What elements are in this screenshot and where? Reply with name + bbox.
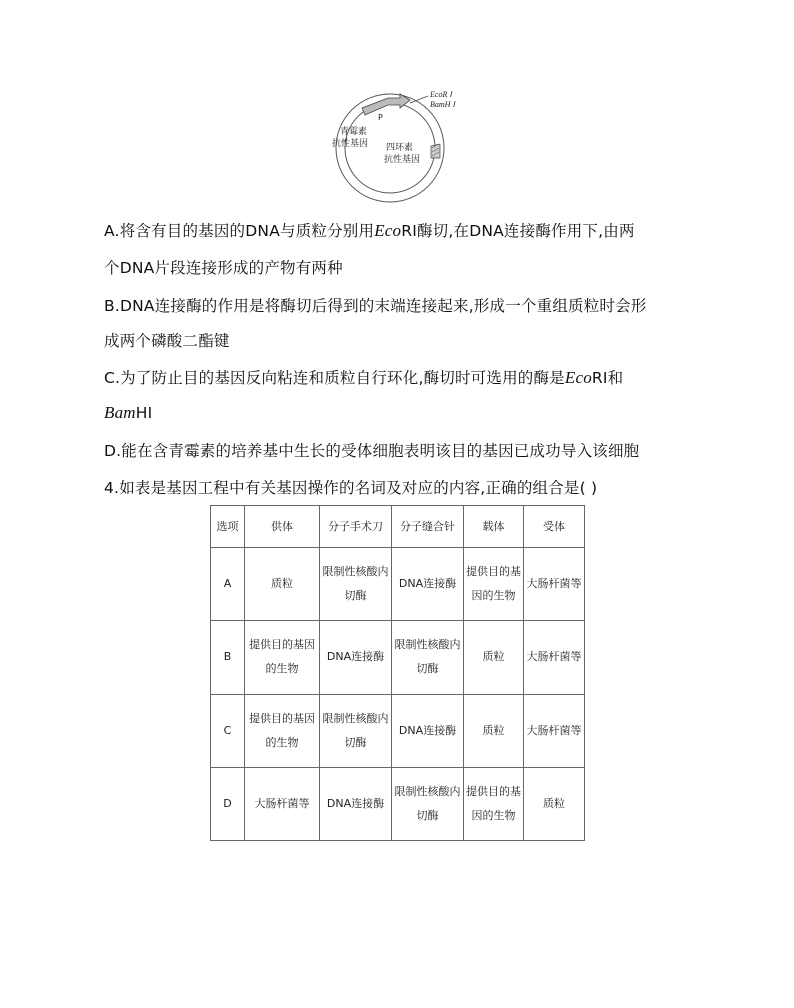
header-cell: 分子缝合针	[392, 506, 464, 548]
table-cell: 质粒	[464, 694, 524, 767]
table-cell: C	[211, 694, 245, 767]
table-cell: 大肠杆菌等	[524, 621, 585, 694]
table-cell: 质粒	[464, 621, 524, 694]
gene-b-label-1: 四环素	[386, 143, 414, 153]
promoter-label: P	[378, 113, 383, 122]
enzyme-label-bamhi: BamH Ⅰ	[430, 100, 455, 109]
option-a-line-1: A.将含有目的基因的DNA与质粒分别用EcoRⅠ酶切,在DNA连接酶作用下,由两	[104, 221, 635, 240]
table-row	[211, 621, 585, 694]
header-cell: 供体	[245, 506, 320, 548]
table-cell: 大肠杆菌等	[245, 767, 320, 840]
table-cell: D	[211, 767, 245, 840]
table-cell: 质粒	[524, 767, 585, 840]
option-b-line-2: 成两个磷酸二酯键	[104, 332, 230, 350]
table-cell: 限制性核酸内切酶	[320, 548, 392, 621]
table-cell: A	[211, 548, 245, 621]
plasmid-diagram	[328, 86, 464, 204]
header-cell: 受体	[524, 506, 585, 548]
header-cell: 分子手术刀	[320, 506, 392, 548]
header-cell: 载体	[464, 506, 524, 548]
gene-b-label-2: 抗性基因	[384, 155, 421, 165]
table-row	[211, 694, 585, 767]
table-cell: 限制性核酸内切酶	[392, 767, 464, 840]
option-c-line-1: C.为了防止目的基因反向粘连和质粒自行环化,酶切时可选用的酶是EcoRⅠ和	[104, 368, 624, 387]
option-d-line: D.能在含青霉素的培养基中生长的受体细胞表明该目的基因已成功导入该细胞	[104, 442, 640, 460]
table-cell: 大肠杆菌等	[524, 548, 585, 621]
table-cell: DNA连接酶	[392, 548, 464, 621]
table-row	[211, 548, 585, 621]
table-cell: DNA连接酶	[320, 621, 392, 694]
table-cell: 限制性核酸内切酶	[320, 694, 392, 767]
question-4-stem: 4.如表是基因工程中有关基因操作的名词及对应的内容,正确的组合是( )	[104, 479, 598, 497]
table-header-row	[211, 506, 585, 548]
gene-a-label-2: 抗性基因	[332, 139, 369, 149]
option-b-line-1: B.DNA连接酶的作用是将酶切后得到的末端连接起来,形成一个重组质粒时会形	[104, 297, 647, 315]
table-cell: 提供目的基因的生物	[245, 694, 320, 767]
header-cell: 选项	[211, 506, 245, 548]
table-cell: 大肠杆菌等	[524, 694, 585, 767]
table-cell: 限制性核酸内切酶	[392, 621, 464, 694]
table-cell: 提供目的基因的生物	[245, 621, 320, 694]
gene-operation-table	[210, 505, 585, 841]
table-cell: B	[211, 621, 245, 694]
option-c-line-2: BamHⅠ	[104, 403, 153, 422]
table-cell: 提供目的基因的生物	[464, 767, 524, 840]
table-cell: 提供目的基因的生物	[464, 548, 524, 621]
promoter-arrow	[362, 94, 410, 115]
enzyme-label-ecori: EcoR Ⅰ	[430, 90, 452, 99]
table-row	[211, 767, 585, 840]
table-cell: 质粒	[245, 548, 320, 621]
option-a-line-2: 个DNA片段连接形成的产物有两种	[104, 259, 343, 277]
table-cell: DNA连接酶	[320, 767, 392, 840]
gene-a-label-1: 青霉素	[340, 127, 368, 137]
table-cell: DNA连接酶	[392, 694, 464, 767]
